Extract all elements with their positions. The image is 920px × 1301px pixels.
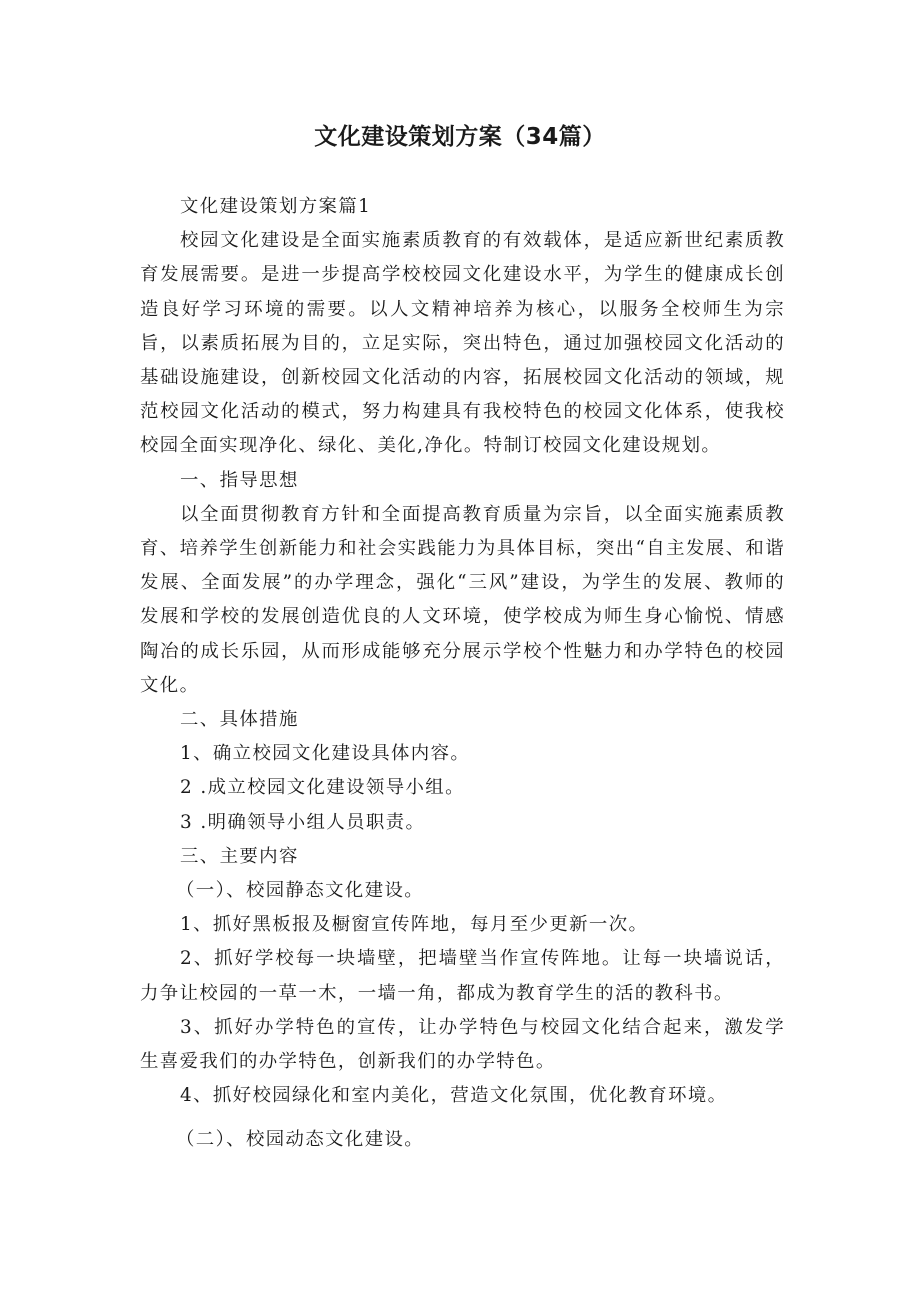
document-body xyxy=(140,190,785,1158)
subheading-static-culture: （一）、校园静态文化建设。 xyxy=(176,880,425,902)
document-title: 文化建设策划方案（34篇） xyxy=(314,124,606,150)
content-item: 3、抓好办学特色的宣传，让办学特色与校园文化结合起来，激发学生喜爱我们的办学特色，创新我们的办学特色。 xyxy=(140,1016,785,1073)
measure-item: 2 .成立校园文化建设领导小组。 xyxy=(180,777,465,799)
subheading-dynamic-culture: （二）、校园动态文化建设。 xyxy=(176,1129,425,1151)
paragraph-intro: 校园文化建设是全面实施素质教育的有效载体，是适应新世纪素质教育发展需要。是进一步提高学校校园文化建设水平，为学生的健康成长创造良好学习环境的需要。以人文精神培养为核心，以服务全校师生为宗旨，以素质拓展为目的，立足实际，突出特色，通过加强校园文化活动的基础设施建设，创新校园文化活动的内容，拓展校园文化活动的领域，规范校园文化活动的模式，努力构建具有我校特色的校园文化体系，使我校校园全面实现净化、绿化、美化,净化。特制订校园文化建设规划。 xyxy=(140,230,785,457)
measure-item: 3 .明确领导小组人员职责。 xyxy=(180,811,426,833)
heading-specific-measures: 二、具体措施 xyxy=(180,709,299,731)
measure-item: 1、确立校园文化建设具体内容。 xyxy=(180,743,471,765)
paragraph-guiding-ideology: 以全面贯彻教育方针和全面提高教育质量为宗旨，以全面实施素质教育、培养学生创新能力和社会实践能力为具体目标，突出“自主发展、和谐发展、全面发展”的办学理念，强化“三风”建设，为学生的发展、教师的发展和学校的发展创造优良的人文环境，使学校成为师生身心愉悦、情感陶冶的成长乐园，从而形成能够充分展示学校个性魅力和办学特色的校园文化。 xyxy=(140,503,785,696)
content-item: 2、抓好学校每一块墙壁，把墙壁当作宣传阵地。让每一块墙说话，力争让校园的一草一木，一墙一角，都成为教育学生的活的教科书。 xyxy=(140,948,785,1004)
heading-guiding-ideology: 一、指导思想 xyxy=(180,469,299,491)
content-item: 1、抓好黑板报及橱窗宣传阵地，每月至少更新一次。 xyxy=(180,914,649,936)
content-item: 4、抓好校园绿化和室内美化，营造文化氛围，优化教育环境。 xyxy=(180,1085,728,1107)
section-title: 文化建设策划方案篇1 xyxy=(180,196,372,217)
heading-main-content: 三、主要内容 xyxy=(180,845,299,867)
